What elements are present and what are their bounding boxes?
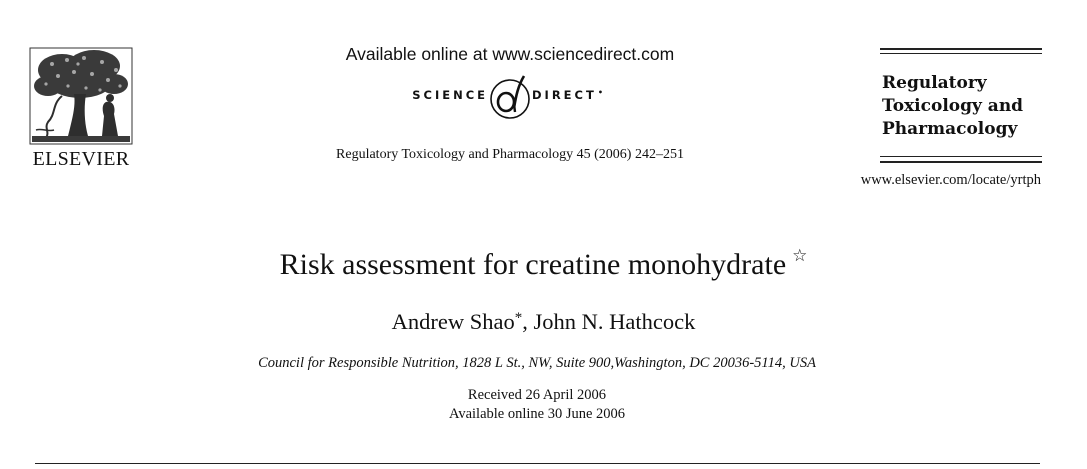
journal-title-line3: Pharmacology xyxy=(882,119,1018,139)
journal-title-line1: Regulatory xyxy=(882,73,987,93)
elsevier-logo xyxy=(22,44,142,172)
author-2[interactable]: John N. Hathcock xyxy=(533,309,696,334)
sciencedirect-left-word: SCIENCE xyxy=(412,88,488,102)
author-list xyxy=(0,309,1087,335)
available-online-date: Available online 30 June 2006 xyxy=(448,406,626,422)
article-title xyxy=(0,246,1087,282)
elsevier-tree-logo-icon xyxy=(22,44,140,146)
article-dates xyxy=(0,386,1074,424)
title-footnote-star-icon[interactable]: ☆ xyxy=(792,246,808,265)
sciencedirect-at-icon xyxy=(484,74,536,120)
available-online-link[interactable]: Available online at www.sciencedirect.com xyxy=(345,44,675,64)
header-divider xyxy=(35,463,1040,464)
journal-box-bottom-rule xyxy=(880,161,1042,163)
journal-title xyxy=(882,72,1042,141)
author-affiliation: Council for Responsible Nutrition, 1828 L St., NW, Suite 900,Washington, DC 20036-5114, USA xyxy=(258,355,816,371)
journal-box-bottom-rule-thin xyxy=(880,156,1042,157)
journal-title-box xyxy=(880,48,1042,166)
sciencedirect-right-label: DIRECT xyxy=(532,88,597,102)
article-title-text: Risk assessment for creatine monohydrate xyxy=(279,248,787,281)
journal-box-top-rule-thin xyxy=(880,53,1042,54)
journal-url-link[interactable]: www.elsevier.com/locate/yrtph xyxy=(860,172,1041,188)
journal-title-line2: Toxicology and xyxy=(882,96,1024,116)
author-separator: , xyxy=(522,309,534,334)
sciencedirect-logo[interactable] xyxy=(360,74,660,120)
received-date: Received 26 April 2006 xyxy=(467,387,607,403)
corresponding-author-mark[interactable]: * xyxy=(514,310,523,326)
author-1[interactable]: Andrew Shao xyxy=(391,309,515,334)
sciencedirect-dot: • xyxy=(597,88,603,97)
journal-citation: Regulatory Toxicology and Pharmacology 45 (2006) 242–251 xyxy=(336,147,684,162)
sciencedirect-right-word xyxy=(532,88,603,102)
journal-box-top-rule xyxy=(880,48,1042,50)
publisher-name: ELSEVIER xyxy=(32,148,130,170)
